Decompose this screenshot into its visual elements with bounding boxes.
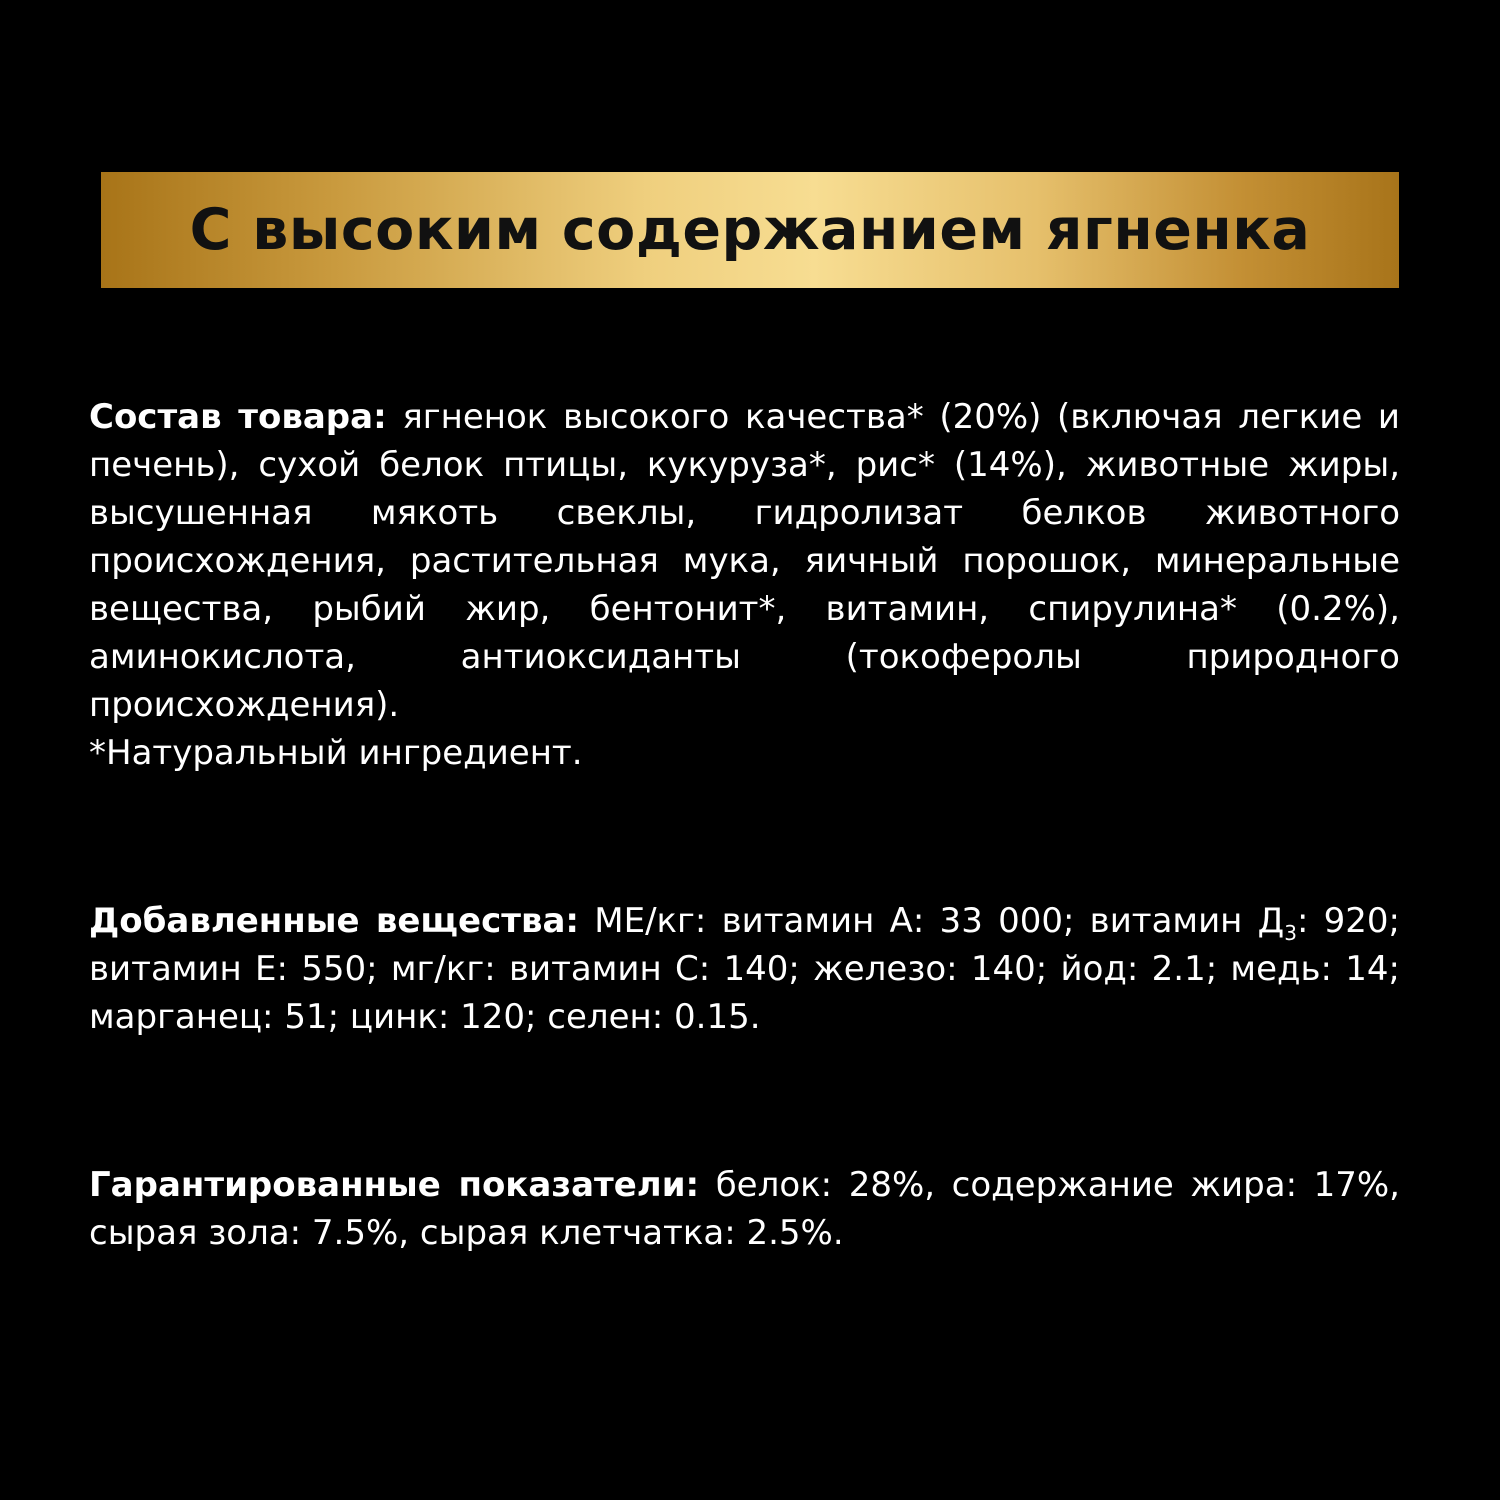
banner-title: С высоким содержанием ягненка	[189, 197, 1311, 263]
title-banner	[101, 172, 1399, 288]
composition-section	[89, 393, 1400, 777]
additives-section	[89, 897, 1400, 1041]
composition-label: Состав товара:	[89, 397, 387, 437]
natural-ingredient-note: *Натуральный ингредиент.	[89, 733, 583, 773]
guarantees-section	[89, 1161, 1400, 1257]
vitamin-d-subscript: 3	[1284, 921, 1297, 945]
additives-text-part1: МЕ/кг: витамин А: 33 000; витамин Д	[594, 901, 1285, 941]
additives-text-part2: : 920; витамин Е: 550; мг/кг: витамин С: 140; железо: 140; йод: 2.1; медь: 14; марганец: 51; цинк: 120; селен: 0.15.	[89, 901, 1400, 1037]
guarantees-text: белок: 28%, содержание жира: 17%, сырая зола: 7.5%, сырая клетчатка: 2.5%.	[89, 1165, 1400, 1253]
composition-text: ягненок высокого качества* (20%) (включая легкие и печень), сухой белок птицы, кукуруза*, рис* (14%), животные жиры, высушенная мякоть свеклы, гидролизат белков животного происхождения, растительная мука, яичный порошок, минеральные вещества, рыбий жир, бентонит*, витамин, спирулина* (0.2%), аминокислота, антиоксиданты (токоферолы природного происхождения).	[89, 397, 1400, 725]
additives-label: Добавленные вещества:	[89, 901, 579, 941]
guarantees-label: Гарантированные показатели:	[89, 1165, 700, 1205]
